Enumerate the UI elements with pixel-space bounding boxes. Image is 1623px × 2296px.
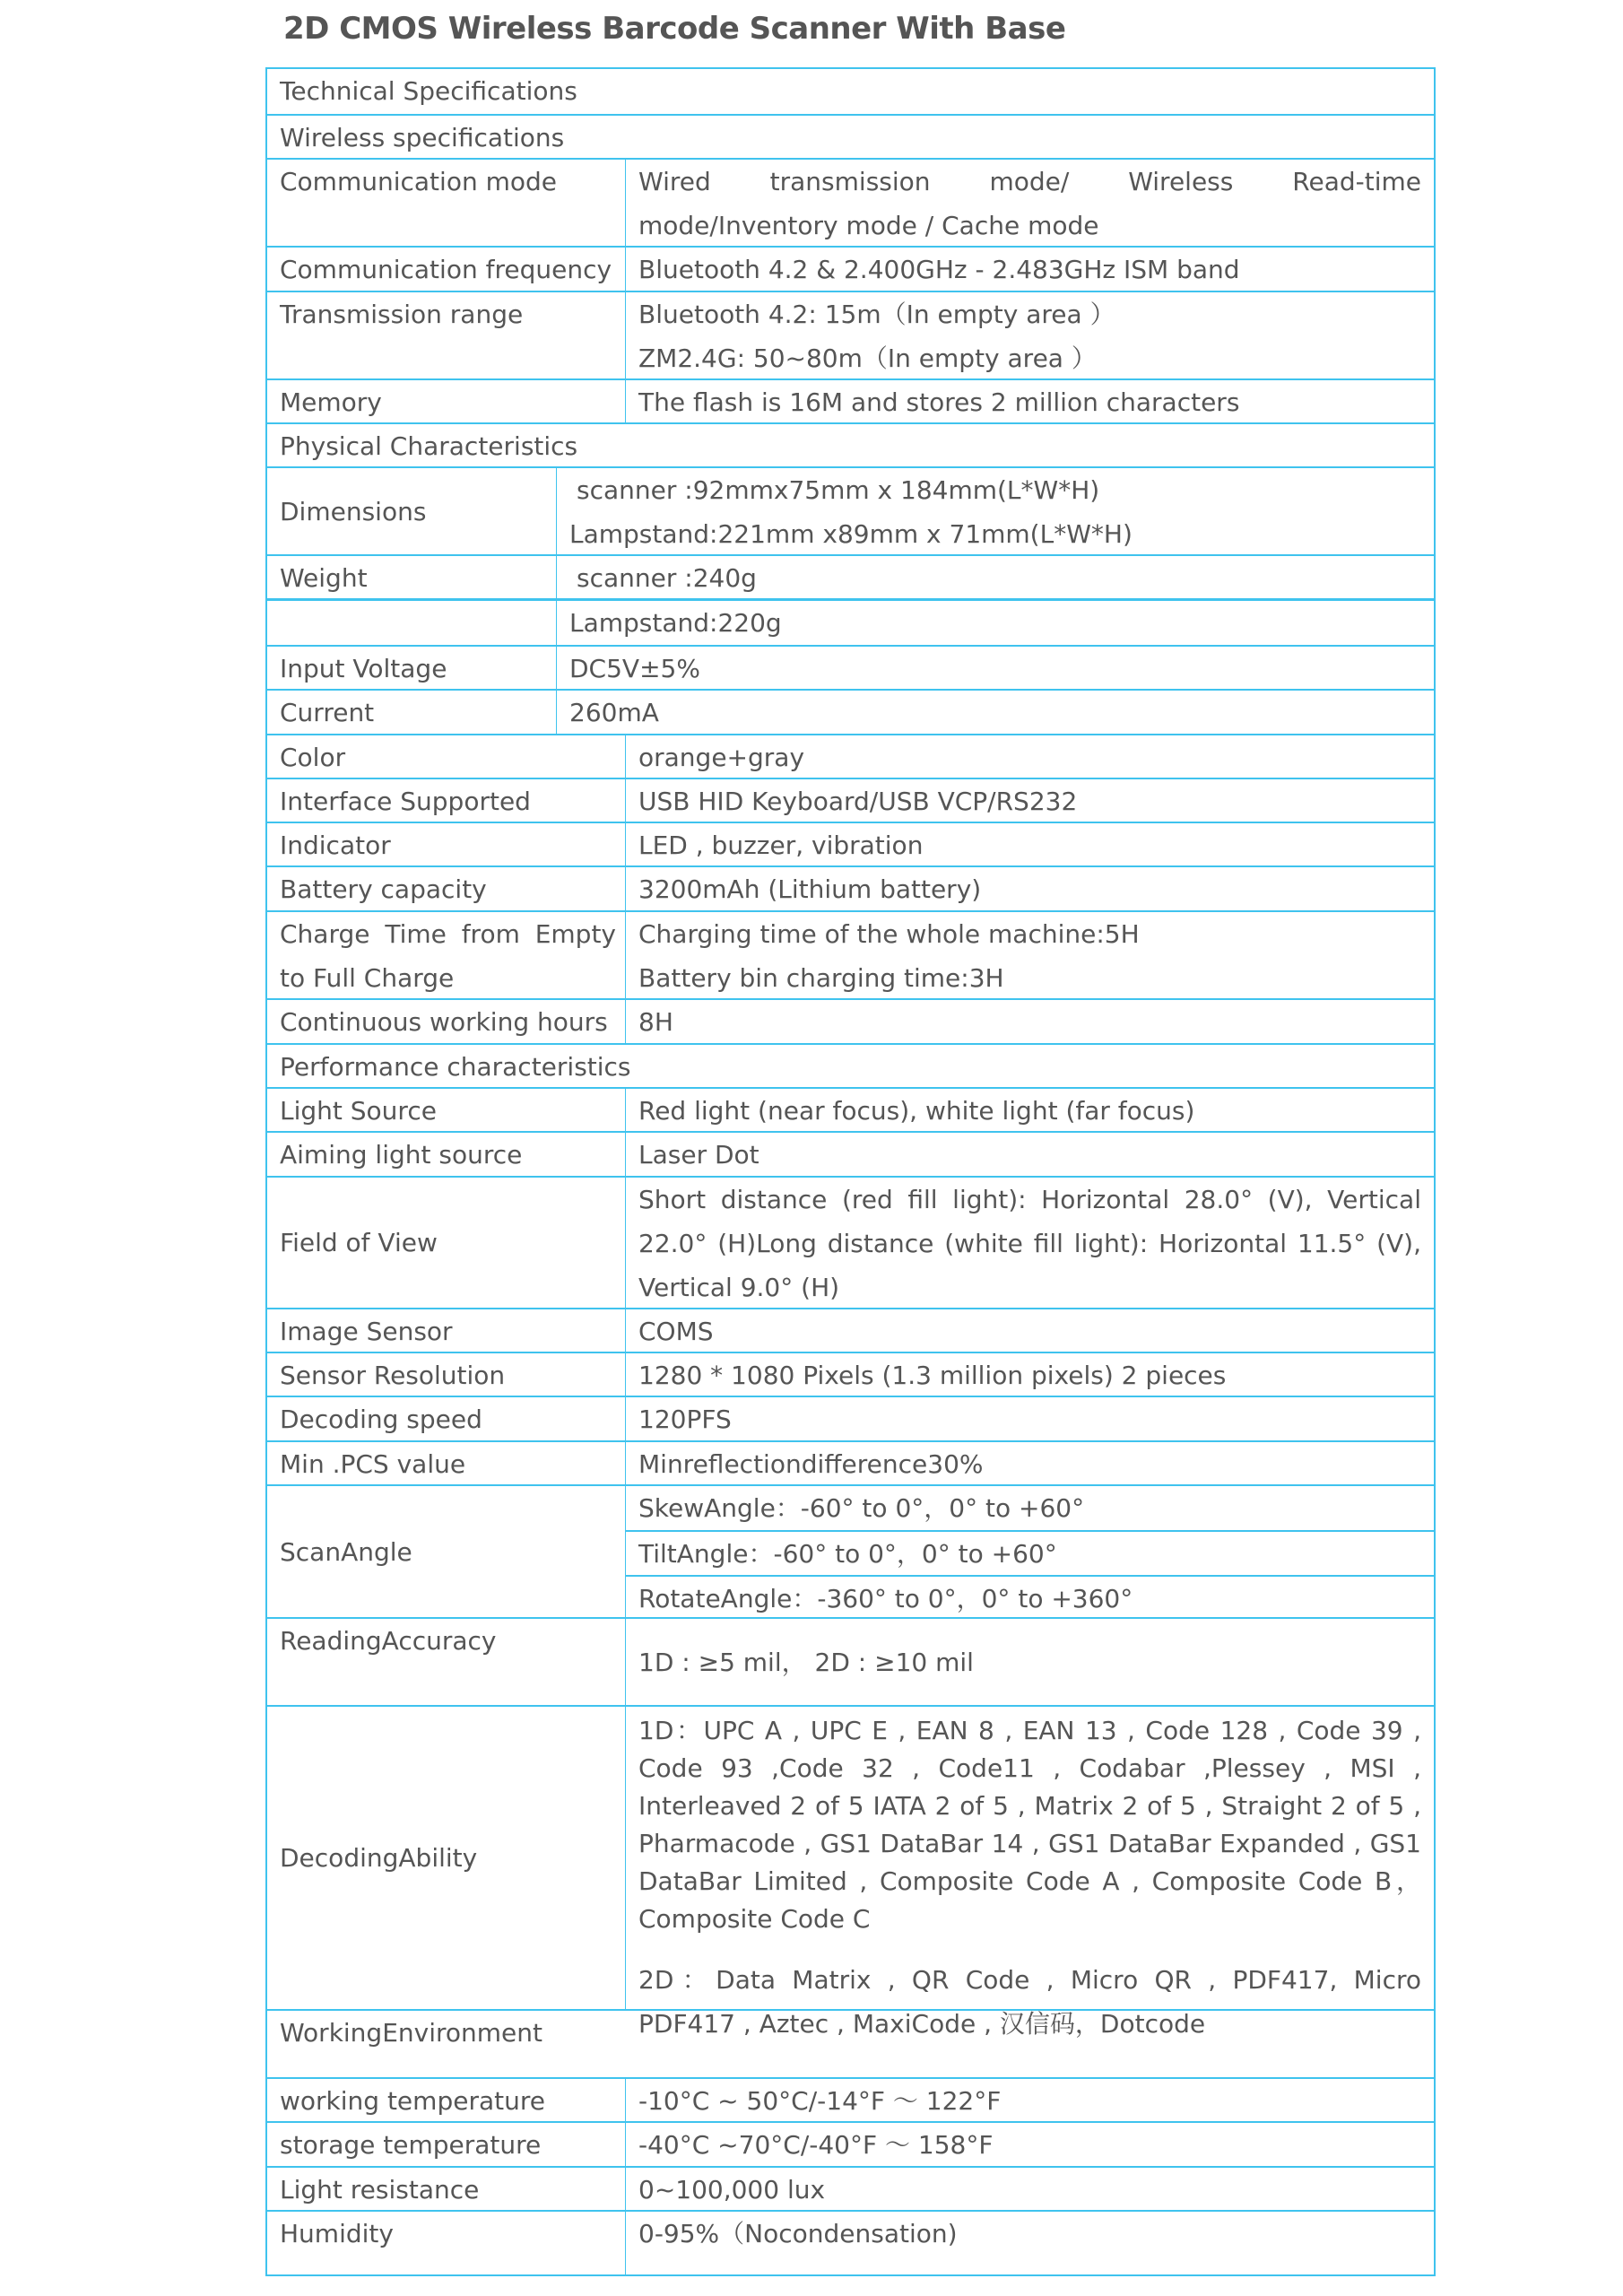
table-row-aiming — [267, 1131, 1434, 1176]
table-row-storage-temperature — [267, 2121, 1434, 2166]
table-row-scan-angle — [267, 1484, 1434, 1617]
value-line: Bluetooth 4.2: 15m（In empty area ） — [638, 300, 1115, 329]
table-row-battery — [267, 865, 1434, 910]
row-value: 120PFS — [625, 1397, 1434, 1440]
row-value: 0~100,000 lux — [625, 2168, 1434, 2210]
section-header-physical — [267, 422, 1434, 466]
table-row-indicator — [267, 822, 1434, 865]
row-label: Continuous working hours — [280, 1007, 608, 1037]
row-value: The flash is 16M and stores 2 million characters — [625, 380, 1434, 422]
table-row-light-resistance — [267, 2166, 1434, 2210]
row-label: ReadingAccuracy — [280, 1626, 497, 1656]
table-row-field-of-view — [267, 1176, 1434, 1308]
row-value: DC5V±5% — [556, 647, 1434, 689]
row-value: USB HID Keyboard/USB VCP/RS232 — [625, 779, 1434, 822]
row-label: Communication mode — [280, 167, 557, 196]
row-value: 260mA — [556, 691, 1434, 734]
table-row-charge-time — [267, 910, 1434, 998]
table-row-sensor-resolution — [267, 1352, 1434, 1396]
table-row-weight — [267, 554, 1434, 598]
page-title: 2D CMOS Wireless Barcode Scanner With Base — [283, 11, 1066, 47]
table-row-decoding-speed — [267, 1396, 1434, 1440]
row-label: Memory — [280, 387, 382, 417]
table-row-image-sensor — [267, 1308, 1434, 1352]
row-value — [625, 912, 1434, 998]
row-value: Bluetooth 4.2 & 2.400GHz - 2.483GHz ISM band — [625, 248, 1434, 291]
section-header-technical — [267, 69, 1434, 114]
table-row-min-pcs — [267, 1440, 1434, 1484]
row-label — [267, 601, 556, 645]
scan-angle-skew: SkewAngle：-60° to 0°，0° to +60° — [638, 1493, 1085, 1523]
row-value: Short distance (red fill light): Horizontal 28.0° (V), Vertical 22.0° (H)Long distance (white fill light): Horizontal 11.5° (V), Vertical 9.0° (H) — [625, 1178, 1434, 1308]
row-label: Input Voltage — [280, 654, 447, 683]
row-value: orange+gray — [625, 735, 1434, 778]
table-row-memory — [267, 378, 1434, 422]
value-line: Charging time of the whole machine:5H — [638, 919, 1140, 949]
row-label: Light Source — [280, 1096, 437, 1126]
section-title: Performance characteristics — [280, 1052, 631, 1082]
row-value: -10°C ~ 50°C/-14°F ～ 122°F — [625, 2079, 1434, 2121]
table-row-interface — [267, 778, 1434, 822]
row-label: Image Sensor — [280, 1317, 453, 1346]
row-label: Current — [280, 698, 375, 727]
table-row-current — [267, 689, 1434, 734]
row-label: Color — [280, 743, 346, 772]
row-label: Aiming light source — [280, 1140, 523, 1170]
value-line: Battery bin charging time:3H — [638, 963, 1004, 993]
section-title: WorkingEnvironment — [280, 2018, 542, 2048]
scan-angle-rotate: RotateAngle：-360° to 0°，0° to +360° — [626, 1575, 1434, 1619]
row-value: Red light (near focus), white light (far focus) — [625, 1089, 1434, 1131]
value-line: scanner :92mmx75mm x 184mm(L*W*H) — [577, 475, 1100, 505]
table-row-communication-mode — [267, 158, 1434, 246]
row-value: LED , buzzer, vibration — [625, 823, 1434, 865]
row-label: Indicator — [280, 831, 391, 860]
row-value: Lampstand:220g — [556, 601, 1434, 645]
row-label: Transmission range — [280, 300, 524, 329]
row-label: DecodingAbility — [280, 1843, 478, 1873]
table-row-input-voltage — [267, 645, 1434, 689]
row-label: working temperature — [280, 2086, 545, 2116]
section-title: Technical Specifications — [280, 76, 577, 106]
table-row-working-temperature — [267, 2077, 1434, 2121]
row-label: Sensor Resolution — [280, 1361, 506, 1390]
row-value: 1280 * 1080 Pixels (1.3 million pixels) 2 pieces — [625, 1353, 1434, 1396]
scan-angle-tilt: TiltAngle：-60° to 0°，0° to +60° — [626, 1530, 1434, 1574]
row-label: Decoding speed — [280, 1405, 482, 1434]
row-label: Dimensions — [280, 496, 427, 526]
row-value — [625, 1707, 1434, 2039]
row-label: Humidity — [280, 2219, 394, 2248]
decoding-2d: 2D：Data Matrix , QR Code , Micro QR , PDF417, Micro PDF417 , Aztec , MaxiCode , 汉信码，Dotcode — [638, 1965, 1421, 2039]
row-value — [625, 1486, 1434, 1617]
row-value: 1D : ≥5 mil， 2D : ≥10 mil — [625, 1619, 1434, 1705]
row-value: 8H — [625, 1000, 1434, 1043]
row-label: Interface Supported — [280, 787, 531, 816]
row-label: Charge Time from Empty to Full Charge — [280, 919, 616, 993]
row-label: ScanAngle — [280, 1536, 412, 1567]
table-row-reading-accuracy — [267, 1617, 1434, 1705]
value-line: ZM2.4G: 50~80m（In empty area ） — [638, 344, 1097, 373]
row-label: Field of View — [280, 1228, 438, 1257]
row-value: Wired transmission mode/ Wireless Read-time mode/Inventory mode / Cache mode — [625, 160, 1434, 246]
spec-table — [265, 67, 1436, 2276]
row-value: 0-95%（Nocondensation) — [625, 2212, 1434, 2274]
value-line: Lampstand:221mm x89mm x 71mm(L*W*H) — [569, 519, 1133, 549]
row-label: Light resistance — [280, 2175, 480, 2205]
row-label: Weight — [280, 563, 368, 593]
row-value: 3200mAh (Lithium battery) — [625, 867, 1434, 910]
row-value: Laser Dot — [625, 1133, 1434, 1176]
table-row-communication-frequency — [267, 246, 1434, 291]
row-value — [625, 292, 1434, 378]
row-label: Communication frequency — [280, 255, 612, 284]
row-value: Minreflectiondifference30% — [625, 1442, 1434, 1484]
table-row-color — [267, 734, 1434, 778]
table-row-weight-base — [267, 598, 1434, 645]
section-header-wireless — [267, 114, 1434, 158]
row-value: scanner :240g — [556, 556, 1434, 598]
table-row-transmission-range — [267, 291, 1434, 378]
section-header-performance — [267, 1043, 1434, 1087]
row-label: Min .PCS value — [280, 1449, 466, 1479]
section-header-environment — [267, 2009, 1434, 2077]
row-value: -40°C ~70°C/-40°F ～ 158°F — [625, 2123, 1434, 2166]
table-row-humidity — [267, 2210, 1434, 2274]
row-value — [556, 468, 1434, 554]
decoding-1d: 1D：UPC A , UPC E , EAN 8 , EAN 13 , Code 128 , Code 39 , Code 93 ,Code 32 , Code11 , Codabar ,Plessey , MSI , Interleaved 2 of 5 IATA 2 of 5 , Matrix 2 of 5 , Straight 2 of 5 , Pharmacode , GS1 DataBar 14 , GS1 DataBar Expanded , GS1 DataBar Limited , Composite Code A , Composite Code B，Composite Code C — [638, 1716, 1421, 1934]
section-title: Wireless specifications — [280, 123, 565, 152]
row-label: storage temperature — [280, 2130, 542, 2160]
table-row-dimensions — [267, 466, 1434, 554]
row-value: COMS — [625, 1309, 1434, 1352]
table-row-working-hours — [267, 998, 1434, 1043]
row-label: Battery capacity — [280, 874, 487, 904]
section-title: Physical Characteristics — [280, 431, 578, 461]
table-row-light-source — [267, 1087, 1434, 1131]
